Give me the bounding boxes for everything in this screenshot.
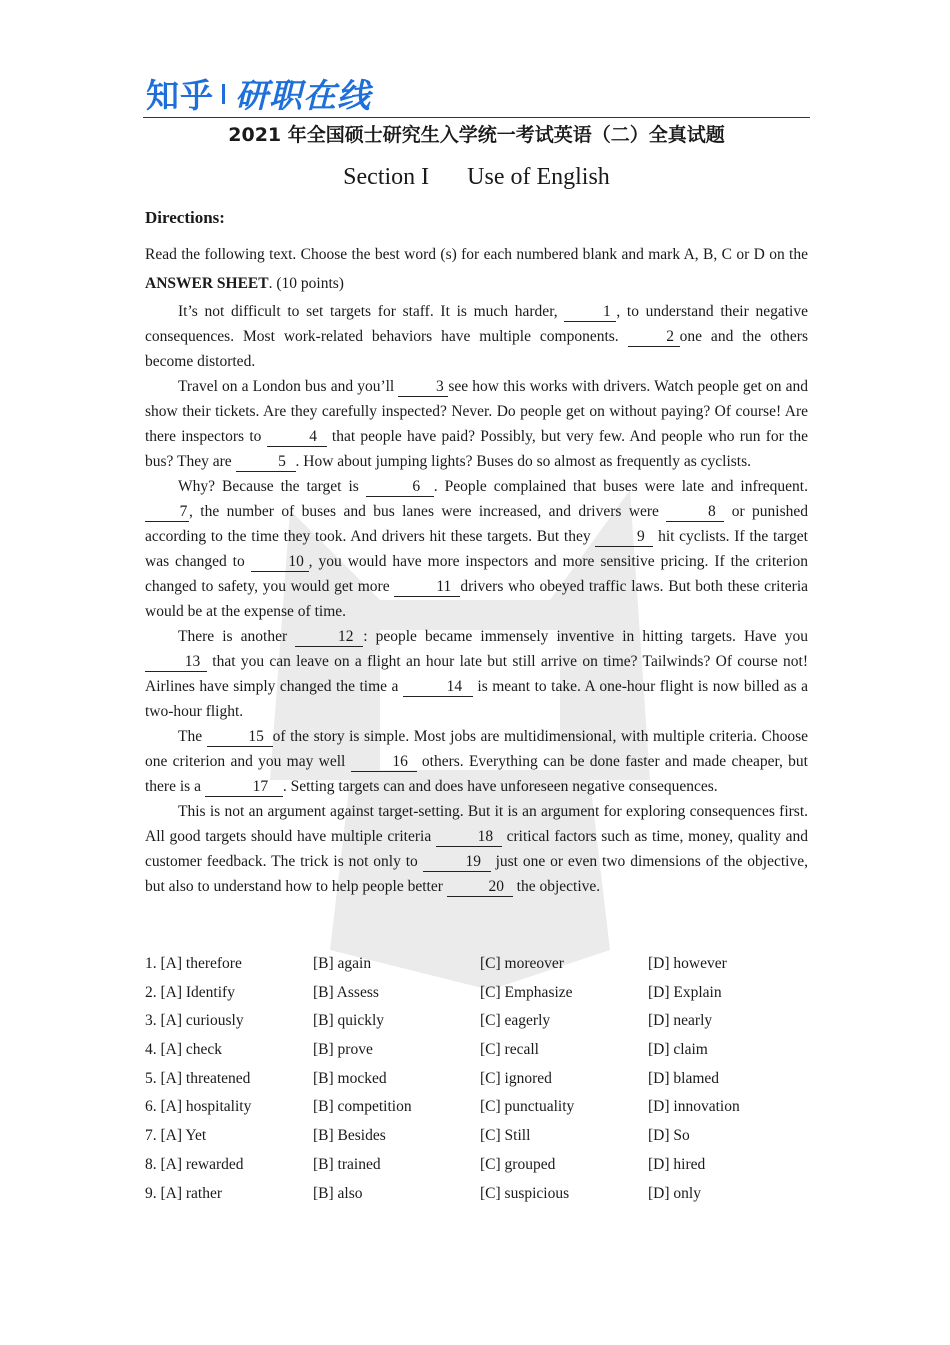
option-row: 3. [A] curiously [B] quickly [C] eagerly [D] nearly: [145, 1012, 713, 1030]
option-row: 4. [A] check [B] prove [C] recall [D] claim: [145, 1041, 708, 1059]
blank-13: 13: [145, 653, 207, 672]
blank-16: 16: [351, 753, 417, 772]
paragraph-2: Travel on a London bus and you’ll 3 see how this works with drivers. Watch people get on and show their tickets. Are they carefully inspected? Never. Do people get on without paying? Of course! Are there inspectors to 4 that people have paid? Possibly, but very few. And people who run for the bus? They are 5 . How about jumping lights? Buses do so almost as frequently as cyclists.: [145, 378, 809, 470]
option-row: 7. [A] Yet [B] Besides [C] Still [D] So: [145, 1127, 690, 1145]
answer-options: [145, 951, 805, 1209]
zhihu-logo: [146, 70, 371, 117]
blank-20: 20: [447, 878, 513, 897]
blank-19: 19: [423, 853, 491, 872]
section-heading: [143, 164, 810, 191]
paragraph-1: It’s not difficult to set targets for staff. It is much harder, 1 , to understand their negative consequences. Most work-related behaviors have multiple components. 2 one and the others become distorted.: [145, 303, 808, 370]
blank-14: 14: [403, 678, 473, 697]
paragraph-3: Why? Because the target is 6 . People complained that buses were late and infrequent. 7 , the number of buses and bus lanes were increased, and drivers were 8 or punished according to the time they took. And drivers hit these targets. But they 9 hit cyclists. If the target was changed to 10 , you would have more inspectors and more sensitive pricing. If the criterion changed to safety, you would get more 11 drivers who obeyed traffic laws. But both these criteria would be at the expense of time.: [145, 478, 809, 620]
blank-4: 4: [267, 428, 327, 447]
header-rule: [143, 117, 810, 118]
blank-10: 10: [251, 553, 309, 572]
exam-title: 2021 年全国硕士研究生入学统一考试英语（二）全真试题: [228, 124, 725, 146]
section-name: Use of English: [467, 164, 610, 190]
logo-zhihu-text: 知乎: [146, 76, 214, 115]
cloze-passage: [145, 299, 808, 899]
blank-9: 9: [595, 528, 653, 547]
option-row: 6. [A] hospitality [B] competition [C] punctuality [D] innovation: [145, 1098, 740, 1116]
paragraph-5: The 15 of the story is simple. Most jobs are multidimensional, with multiple criteria. Choose one criterion and you may well 16 others. Everything can be done faster and made cheaper, but there is a 17 . Setting targets can and does have unforeseen negative consequences.: [145, 728, 808, 795]
directions-heading: Directions:: [145, 208, 225, 227]
blank-17: 17: [205, 778, 283, 797]
blank-1: 1: [564, 303, 616, 322]
blank-6: 6: [366, 478, 434, 497]
section-number: Section I: [343, 164, 430, 190]
option-row: 5. [A] threatened [B] mocked [C] ignored [D] blamed: [145, 1069, 720, 1087]
option-row: 2. [A] Identify [B] Assess [C] Emphasize [D] Explain: [145, 983, 722, 1001]
logo-divider: [222, 84, 225, 104]
blank-18: 18: [436, 828, 502, 847]
blank-3: 3: [398, 378, 448, 397]
blank-7: 7: [145, 503, 189, 522]
option-row: 8. [A] rewarded [B] trained [C] grouped [D] hired: [145, 1155, 706, 1173]
option-row: 1. [A] therefore [B] again [C] moreover [D] however: [145, 955, 727, 972]
blank-5: 5: [236, 453, 296, 472]
blank-8: 8: [666, 503, 724, 522]
directions-text: Read the following text. Choose the best word (s) for each numbered blank and mark A, B, C or D on the ANSWER SHEET. (10 points): [145, 246, 808, 292]
blank-12: 12: [295, 628, 363, 647]
blank-11: 11: [394, 578, 460, 597]
blank-15: 15: [207, 728, 273, 747]
logo-yanzhi-text: 研职在线: [235, 76, 371, 115]
paragraph-4: There is another 12 : people became immensely inventive in hitting targets. Have you 13 that you can leave on a flight an hour late but still arrive on time? Tailwinds? Of course not! Airlines have simply changed the time a 14 is meant to take. A one-hour flight is now billed as a two-hour flight.: [145, 628, 808, 720]
paragraph-6: This is not an argument against target-setting. But it is an argument for exploring consequences first. All good targets should have multiple criteria 18 critical factors such as time, money, quality and customer feedback. The trick is not only to 19 just one or even two dimensions of the objective, but also to understand how to help people better 20 the objective.: [145, 803, 808, 895]
blank-2: 2: [628, 328, 680, 347]
option-row: 9. [A] rather [B] also [C] suspicious [D] only: [145, 1184, 701, 1202]
